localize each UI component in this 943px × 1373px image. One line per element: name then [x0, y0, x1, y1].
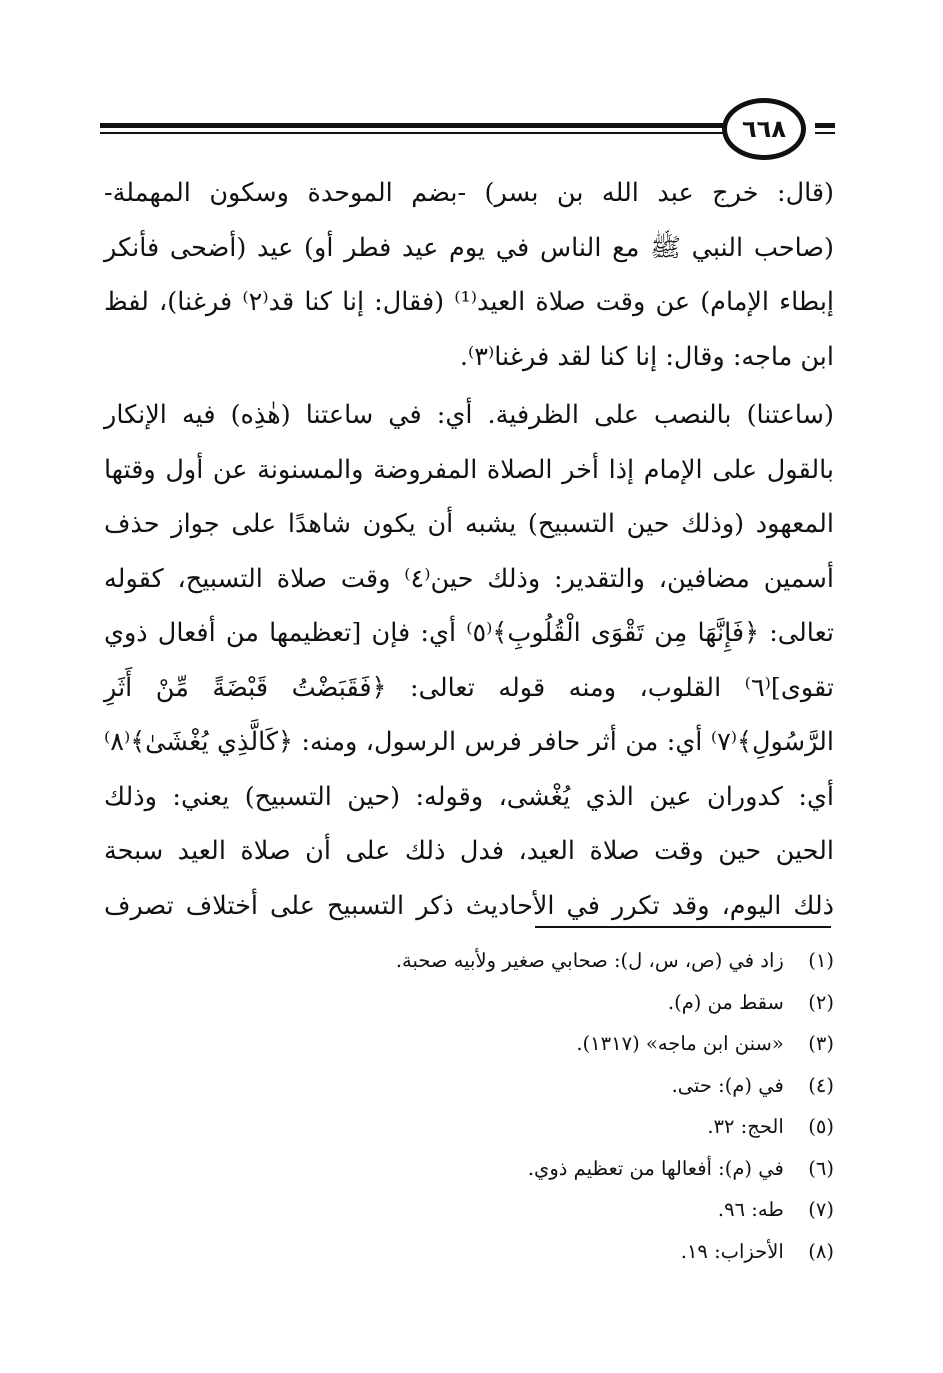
paragraph-2: [104, 388, 834, 933]
footnote-text: الحج: ٣٢.: [707, 1115, 784, 1138]
header-rule-thick: [100, 123, 740, 128]
paragraph-1: [104, 166, 834, 384]
footnote-number: (٨): [808, 1239, 834, 1263]
footnote: [104, 940, 834, 982]
text-line: بالقول على الإمام إذا أخر الصلاة المفروضة والمسنونة عن أول وقتها: [104, 454, 834, 485]
text-line: (قال: خرج عبد الله بن بسر) -بضم الموحدة وسكون المهملة-: [104, 178, 834, 208]
footnote-text: في (م): حتى.: [671, 1073, 784, 1097]
text-line: أسمين مضافين، والتقدير: وذلك حين⁽٤⁾ وقت صلاة التسبيح، كقوله: [104, 563, 834, 594]
text-line: ابن ماجه: وقال: إنا كنا لقد فرغنا⁽٣⁾.: [459, 341, 834, 372]
footnote: [104, 1106, 834, 1148]
text-line: الرَّسُولِ﴾⁽٧⁾ أي: من أثر حافر فرس الرسول، ومنه: ﴿كَالَّذِي يُغْشَىٰ﴾⁽٨⁾: [104, 727, 834, 757]
text-line: (ساعتنا) بالنصب على الظرفية. أي: في ساعتنا (هٰذِه) فيه الإنكار: [104, 400, 834, 430]
footnote-text: زاد في (ص، س، ل): صحابي صغير ولأبيه صحبة.: [395, 949, 784, 972]
footnote: [104, 1148, 834, 1190]
page-header: [100, 96, 835, 166]
text-line: ذلك اليوم، وقد تكرر في الأحاديث ذكر التسبيح على أختلاف تصرف: [104, 890, 834, 921]
text-line: المعهود (وذلك حين التسبيح) يشبه أن يكون شاهدًا على جواز حذف: [104, 509, 834, 539]
footnote-number: (٢): [808, 990, 834, 1014]
footnote-text: في (م): أفعالها من تعظيم ذوي.: [527, 1156, 784, 1180]
footnote: [104, 1231, 834, 1273]
footnote: [104, 1189, 834, 1231]
text-line: (صاحب النبي ﷺ مع الناس في يوم عيد فطر أو) عيد (أضحى فأنكر: [104, 232, 834, 263]
text-line: تعالى: ﴿فَإِنَّهَا مِن تَقْوَى الْقُلُوبِ﴾⁽٥⁾ أي: فإن [تعظيمها من أفعال ذوي: [104, 618, 834, 648]
footnote-number: (٥): [808, 1115, 834, 1138]
text-line: إبطاء الإمام) عن وقت صلاة العيد⁽¹⁾ (فقال: إنا كنا قد⁽٢⁾ فرغنا)، لفظ: [104, 287, 834, 317]
footnote: [104, 1065, 834, 1107]
text-line: أي: كدوران عين الذي يُغْشى، وقوله: (حين التسبيح) يعني: وذلك: [104, 781, 834, 812]
footnote-number: (٣): [808, 1032, 834, 1055]
header-rule-thin: [100, 132, 740, 134]
footnote-text: طه: ٩٦.: [717, 1198, 784, 1221]
page-number-badge: [722, 98, 806, 160]
footnote-text: الأحزاب: ١٩.: [680, 1239, 784, 1263]
header-rule-right-thin: [815, 132, 835, 134]
footnotes: [104, 940, 834, 1272]
footnote: [104, 1023, 834, 1065]
footnote: [104, 982, 834, 1024]
footnote-number: (٤): [808, 1073, 834, 1097]
footnote-number: (١): [808, 949, 834, 972]
footnote-text: «سنن ابن ماجه» (١٣١٧).: [576, 1032, 784, 1055]
footnote-number: (٦): [808, 1156, 834, 1180]
footnote-number: (٧): [808, 1198, 834, 1221]
header-rule-right-thick: [815, 123, 835, 128]
page-number: ٦٦٨: [742, 115, 786, 143]
main-text: [104, 166, 834, 933]
footnote-separator: [535, 926, 831, 928]
text-line: الحين حين وقت صلاة العيد، فدل ذلك على أن صلاة العيد سبحة: [104, 836, 834, 866]
footnote-text: سقط من (م).: [667, 990, 784, 1014]
text-line: تقوى]⁽٦⁾ القلوب، ومنه قوله تعالى: ﴿فَقَبَضْتُ قَبْضَةً مِّنْ أَثَرِ: [104, 672, 834, 703]
